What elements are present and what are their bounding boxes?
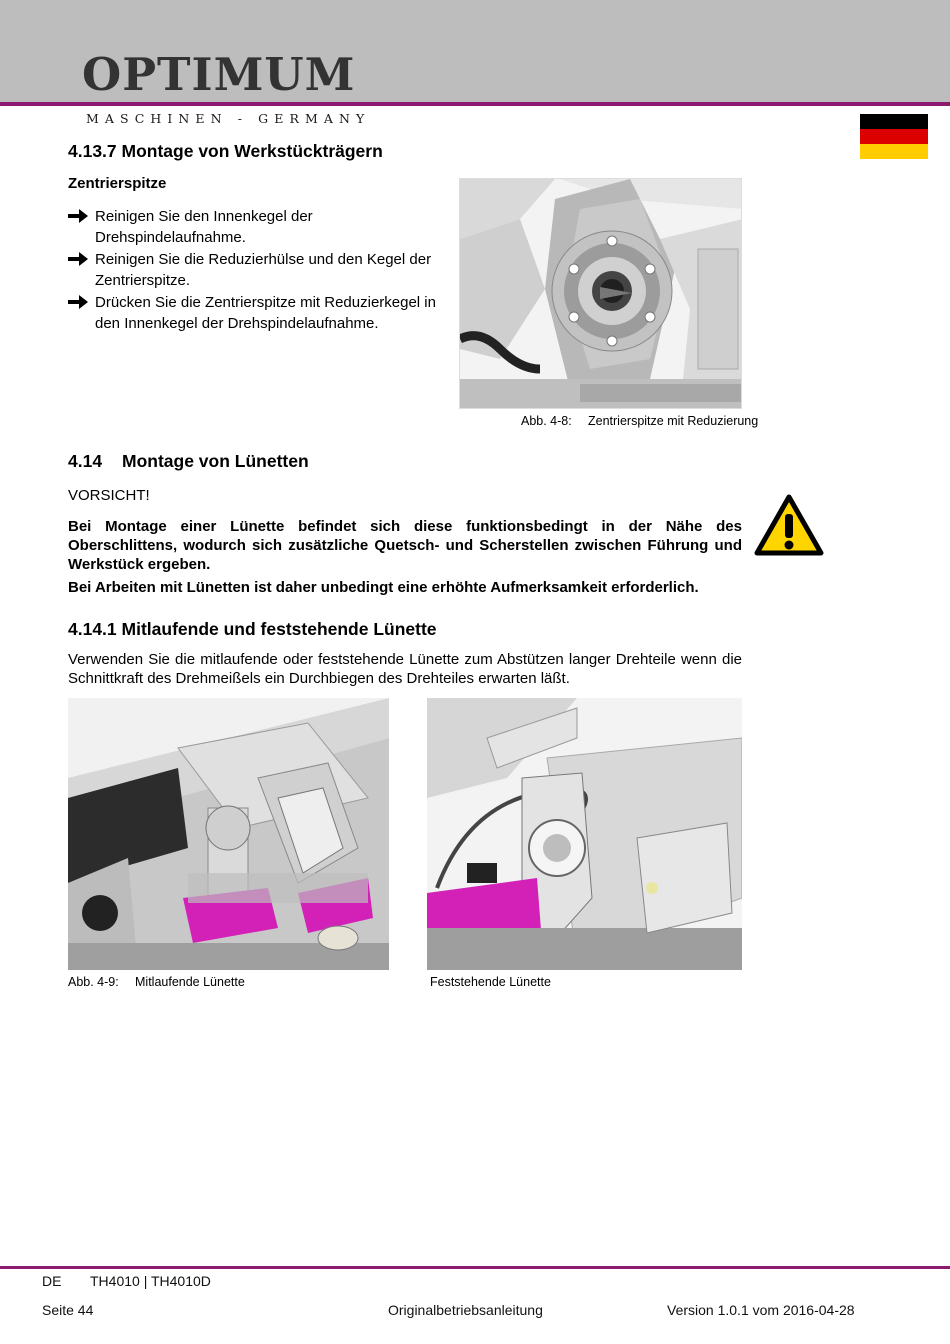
footer-page-number: Seite 44: [42, 1302, 94, 1318]
step-text: Drücken Sie die Zentrierspitze mit Reduzierkegel in den Innenkegel der Drehspindelaufnahme.: [95, 294, 436, 332]
footer-doc-type: Originalbetriebsanleitung: [388, 1302, 543, 1318]
figure-mitlaufende-luenette: [68, 698, 389, 970]
section-title-4-14-1: 4.14.1 Mitlaufende und feststehende Lünette: [68, 619, 437, 639]
flag-stripe-gold: [860, 144, 928, 159]
brand-logo: OPTIMUM: [82, 48, 356, 101]
arrow-right-icon: [68, 252, 88, 266]
section-number: 4.14: [68, 451, 103, 471]
warning-text-1: Bei Montage einer Lünette befindet sich diese funktionsbedingt in der Nähe des Oberschlittens, wodurch sich zusätzliche Quetsch- und Scherstellen zwischen Führung und Werkstück ergeben.: [68, 518, 742, 573]
subtitle-zentrierspitze: Zentrierspitze: [68, 175, 167, 192]
german-flag-icon: [860, 114, 928, 159]
lathe-spindle-illustration: [460, 179, 742, 409]
figure-zentrierspitze: [459, 178, 742, 409]
footer-divider: [0, 1266, 950, 1269]
footer-language: DE: [42, 1273, 62, 1289]
footer-version: Version 1.0.1 vom 2016-04-28: [667, 1302, 855, 1318]
step-item: [68, 206, 448, 248]
section-title-text: Montage von Lünetten: [122, 451, 309, 471]
arrow-right-icon: [68, 295, 88, 309]
step-text: Reinigen Sie den Innenkegel der Drehspindelaufnahme.: [95, 208, 313, 246]
lathe-steady-rest-illustration: [68, 698, 389, 970]
figure-label: Abb. 4-9:: [68, 975, 119, 989]
step-item: [68, 249, 448, 291]
figure-caption-4-9-right: Feststehende Lünette: [430, 975, 551, 989]
section-title-4-13-7: 4.13.7 Montage von Werkstückträgern: [68, 141, 383, 161]
step-item: [68, 292, 448, 334]
warning-text-2: Bei Arbeiten mit Lünetten ist daher unbedingt eine erhöhte Aufmerksamkeit erforderlich.: [68, 579, 699, 596]
figure-label: Abb. 4-8:: [521, 414, 572, 428]
footer-model: TH4010 | TH4010D: [90, 1273, 211, 1289]
figure-caption-4-8: [521, 414, 758, 428]
figure-feststehende-luenette: [427, 698, 742, 970]
figure-caption-4-9-left: [68, 975, 245, 989]
arrow-right-icon: [68, 209, 88, 223]
lathe-fixed-steady-illustration: [427, 698, 742, 970]
section-title-4-14: [68, 451, 309, 472]
warning-label: VORSICHT!: [68, 487, 150, 504]
brand-tagline: MASCHINEN - GERMANY: [86, 111, 371, 126]
flag-stripe-red: [860, 129, 928, 144]
step-text: Reinigen Sie die Reduzierhülse und den Kegel der Zentrierspitze.: [95, 251, 432, 289]
figure-caption-text: Mitlaufende Lünette: [135, 975, 245, 989]
figure-caption-text: Zentrierspitze mit Reduzierung: [588, 414, 759, 428]
warning-triangle-icon: [754, 494, 824, 556]
section-text-4-14-1: Verwenden Sie die mitlaufende oder feststehende Lünette zum Abstützen langer Drehteile wenn die Schnittkraft des Drehmeißels ein Durchbiegen des Drehteiles erwarten läßt.: [68, 651, 742, 687]
flag-stripe-black: [860, 114, 928, 129]
header-divider: [0, 102, 950, 106]
